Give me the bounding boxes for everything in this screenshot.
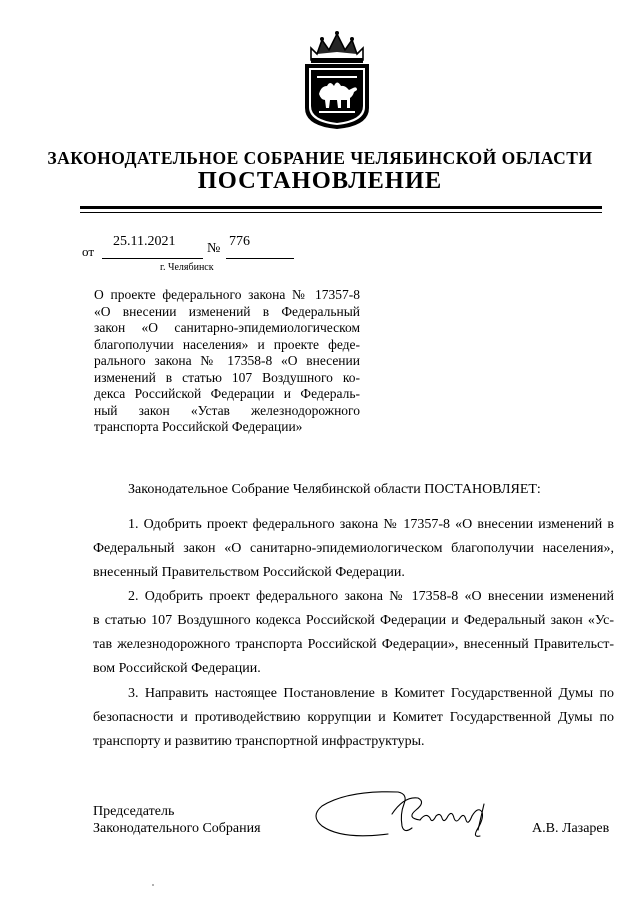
header-divider-thick bbox=[80, 206, 602, 209]
document-subject bbox=[94, 287, 360, 436]
subject-line: ный закон «Устав железнодорожного bbox=[94, 402, 360, 418]
subject-line: декса Российской Федерации и Федераль- bbox=[94, 386, 360, 401]
subject-line: О проекте федерального закона № 17357-8 bbox=[94, 287, 360, 302]
handwritten-signature-icon bbox=[308, 784, 503, 844]
subject-line: изменений в статью 107 Воздушного ко- bbox=[94, 369, 360, 385]
date-prefix: от bbox=[82, 244, 95, 259]
subject-line: благополучии населения» и проекте феде- bbox=[94, 336, 360, 352]
item-2-line: 2. Одобрить проект федерального закона № 17358-8 «О внесении изменений bbox=[128, 589, 614, 604]
item-3-line: безопасности и противодействию коррупции и Комитет Государственной Думы по bbox=[93, 710, 614, 725]
signatory-role-line1: Председатель bbox=[93, 804, 175, 819]
city-label: г. Челябинск bbox=[160, 262, 214, 273]
subject-line: закон «О санитарно-эпидемиологическом bbox=[94, 320, 360, 335]
item-2-line: тав железнодорожного транспорта Российской Федерации», внесенный Правительст- bbox=[93, 637, 614, 652]
item-1-line: внесенный Правительством Российской Федерации. bbox=[93, 565, 405, 580]
item-1-line: 1. Одобрить проект федерального закона № 17357-8 «О внесении изменений в bbox=[128, 517, 614, 532]
preamble: Законодательное Собрание Челябинской области ПОСТАНОВЛЯЕТ: bbox=[128, 482, 541, 497]
item-1-line: Федеральный закон «О санитарно-эпидемиологическом благополучии населения», bbox=[93, 541, 614, 556]
subject-line: транспорта Российской Федерации» bbox=[94, 419, 303, 434]
signatory-role-line2: Законодательного Собрания bbox=[93, 821, 261, 836]
organization-title: ЗАКОНОДАТЕЛЬНОЕ СОБРАНИЕ ЧЕЛЯБИНСКОЙ ОБЛАСТИ bbox=[47, 148, 593, 168]
header-divider-thin bbox=[80, 212, 602, 213]
document-date: 25.11.2021 bbox=[113, 234, 176, 249]
subject-line: рального закона № 17358-8 «О внесении bbox=[94, 353, 360, 368]
item-2-line: вом Российской Федерации. bbox=[93, 661, 261, 676]
document-number: 776 bbox=[229, 234, 250, 249]
signatory-name: А.В. Лазарев bbox=[532, 821, 610, 836]
item-2-line: в статью 107 Воздушного кодекса Российской Федерации и Федеральный закон «Ус- bbox=[93, 613, 614, 628]
date-underline bbox=[102, 258, 203, 259]
item-3-line: транспорту и развитию транспортной инфраструктуры. bbox=[93, 734, 425, 749]
subject-line: «О внесении изменений в Федеральный bbox=[94, 303, 360, 319]
document-type-title: ПОСТАНОВЛЕНИЕ bbox=[197, 167, 443, 194]
coat-of-arms-icon bbox=[297, 30, 377, 130]
item-3-line: 3. Направить настоящее Постановление в Комитет Государственной Думы по bbox=[128, 686, 614, 701]
number-prefix: № bbox=[207, 241, 221, 256]
scan-speck bbox=[152, 884, 154, 886]
number-underline bbox=[226, 258, 294, 259]
